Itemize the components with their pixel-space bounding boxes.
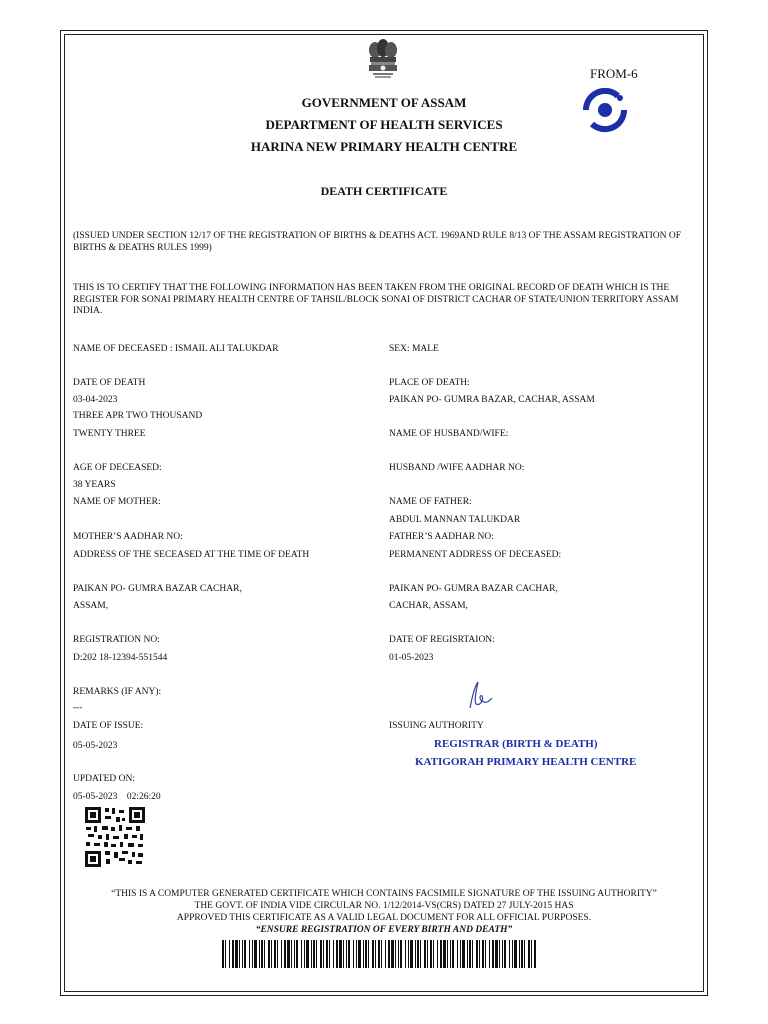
signature-icon	[462, 678, 496, 712]
certificate-title: DEATH CERTIFICATE	[320, 184, 448, 198]
date-of-death-words-1: THREE APR TWO THOUSAND	[73, 411, 203, 421]
place-of-death-value: PAIKAN PO- GUMRA BAZAR, CACHAR, ASSAM	[389, 395, 595, 405]
place-of-death-label: PLACE OF DEATH:	[389, 378, 470, 388]
remarks-value: ---	[73, 703, 83, 713]
mother-label: NAME OF MOTHER:	[73, 497, 161, 507]
updated-on-value: 05-05-2023 02:26:20	[73, 792, 161, 802]
date-of-death-words-2: TWENTY THREE	[73, 429, 146, 439]
permanent-address-2: CACHAR, ASSAM,	[389, 601, 468, 611]
date-of-issue-value: 05-05-2023	[73, 741, 118, 751]
footer-line-1: “THIS IS A COMPUTER GENERATED CERTIFICATE WHICH CONTAINS FACSIMILE SIGNATURE OF THE ISSUING AUTHORITY”	[111, 889, 657, 899]
address-at-death-label: ADDRESS OF THE SECEASED AT THE TIME OF DEATH	[73, 550, 310, 560]
name-of-deceased: NAME OF DECEASED : ISMAIL ALI TALUKDAR	[73, 344, 279, 354]
registration-no-label: REGISTRATION NO:	[73, 635, 160, 645]
age-label: AGE OF DECEASED:	[73, 463, 162, 473]
mother-aadhar-label: MOTHER’S AADHAR NO:	[73, 532, 183, 542]
date-of-death-label: DATE OF DEATH	[73, 378, 146, 388]
age-value: 38 YEARS	[73, 480, 116, 490]
address-at-death-2: ASSAM,	[73, 601, 109, 611]
date-of-registration-value: 01-05-2023	[389, 653, 434, 663]
footer-line-4: “ENSURE REGISTRATION OF EVERY BIRTH AND DEATH”	[255, 925, 513, 935]
husband-wife-label: NAME OF HUSBAND/WIFE:	[389, 429, 509, 439]
date-of-issue-label: DATE OF ISSUE:	[73, 721, 144, 731]
address-at-death-1: PAIKAN PO- GUMRA BAZAR CACHAR,	[73, 584, 242, 594]
remarks-label: REMARKS (IF ANY):	[73, 687, 162, 697]
authority-line-2: KATIGORAH PRIMARY HEALTH CENTRE	[415, 756, 637, 768]
certify-text: THIS IS TO CERTIFY THAT THE FOLLOWING INFORMATION HAS BEEN TAKEN FROM THE ORIGINAL RECORD OF DEATH WHICH IS THE REGISTER FOR SONAI PRIMARY HEALTH CENTRE OF TAHSIL/BLOCK SONAI OF DISTRICT CACHAR OF STATE/UNION TERRITORY ASSAM INDIA.	[73, 283, 679, 316]
footer-line-2: THE GOVT. OF INDIA VIDE CIRCULAR NO. 1/12/2014-VS(CRS) DATED 27 JULY-2015 HAS	[194, 901, 574, 911]
updated-on-label: UPDATED ON:	[73, 774, 136, 784]
date-of-death-value: 03-04-2023	[73, 395, 118, 405]
issuing-authority-label: ISSUING AUTHORITY	[389, 721, 484, 731]
authority-line-1: REGISTRAR (BIRTH & DEATH)	[434, 738, 598, 750]
sex-value: SEX: MALE	[389, 344, 439, 354]
centre-heading: HARINA NEW PRIMARY HEALTH CENTRE	[250, 139, 518, 154]
father-label: NAME OF FATHER:	[389, 497, 472, 507]
husband-wife-aadhar-label: HUSBAND /WIFE AADHAR NO:	[389, 463, 525, 473]
father-value: ABDUL MANNAN TALUKDAR	[389, 515, 521, 525]
registration-no-value: D:202 18-12394-551544	[73, 653, 168, 663]
father-aadhar-label: FATHER’S AADHAR NO:	[389, 532, 494, 542]
govt-heading: GOVERNMENT OF ASSAM	[301, 95, 467, 110]
footer-line-3: APPROVED THIS CERTIFICATE AS A VALID LEGAL DOCUMENT FOR ALL OFFICIAL PURPOSES.	[176, 913, 592, 923]
dept-heading: DEPARTMENT OF HEALTH SERVICES	[265, 117, 503, 132]
certificate-inner-border	[64, 34, 704, 992]
issued-under-text: (ISSUED UNDER SECTION 12/17 OF THE REGISTRATION OF BIRTHS & DEATHS ACT. 1969AND RULE 8/13 OF THE ASSAM REGISTRATION OF BIRTHS & DEATHS RULES 1999)	[73, 231, 681, 253]
barcode-icon	[222, 940, 536, 968]
national-emblem-icon	[360, 38, 406, 84]
qr-code-icon	[84, 806, 146, 868]
date-of-registration-label: DATE OF REGISRTAION:	[389, 635, 495, 645]
form-number: FROM-6	[590, 66, 638, 81]
permanent-address-label: PERMANENT ADDRESS OF DECEASED:	[389, 550, 562, 560]
permanent-address-1: PAIKAN PO- GUMRA BAZAR CACHAR,	[389, 584, 558, 594]
